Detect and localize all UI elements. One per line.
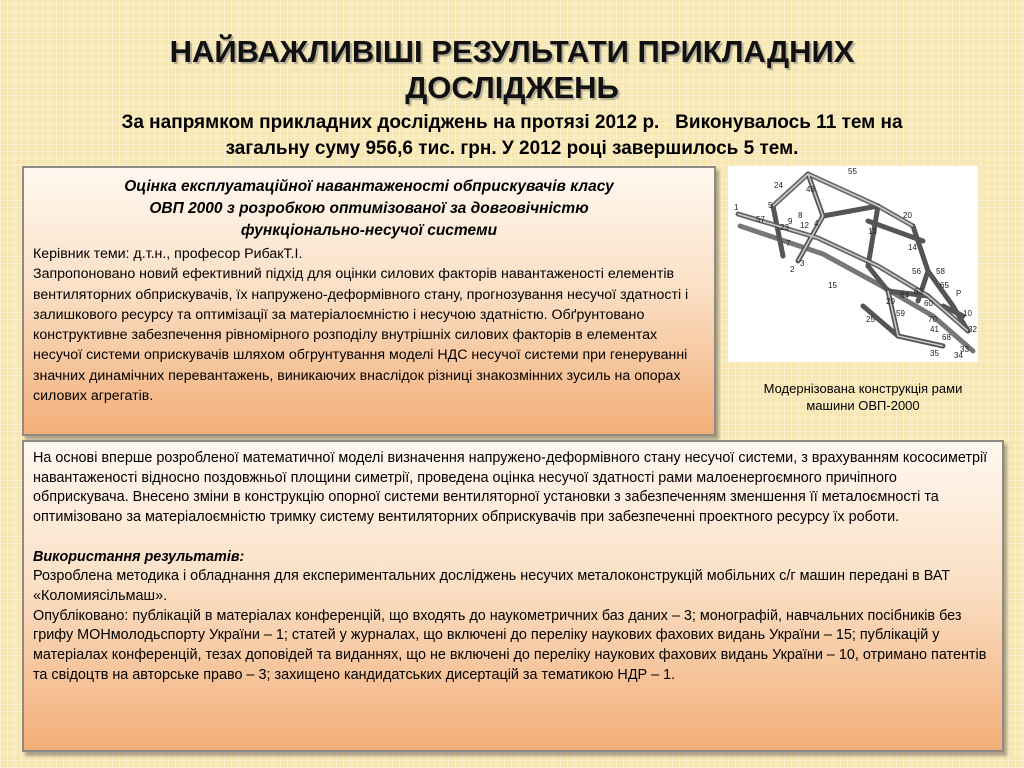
figure-caption-line-2: машини ОВП-2000 (806, 398, 920, 413)
paragraph-spacer (33, 528, 993, 548)
frame-node-label: 55 (848, 167, 857, 176)
frame-node-label: 35 (930, 349, 939, 358)
frame-node-label: 20 (903, 211, 912, 220)
subtitle-line-2: загальну суму 956,6 тис. грн. У 2012 році завершилось 5 тем. (225, 138, 799, 159)
title-line-2: ДОСЛІДЖЕНЬ (405, 70, 619, 105)
figure-caption-line-1: Модернізована конструкція рами (763, 381, 963, 396)
frame-node-label: 68 (942, 333, 951, 342)
project-heading-line-1: Оцінка експлуатаційної навантаженості обприскувачів класу (124, 178, 614, 195)
frame-node-label: 15 (828, 281, 837, 290)
frame-node-label: 14 (908, 243, 917, 252)
frame-node-label: 4 (814, 219, 819, 228)
project-heading (33, 176, 705, 242)
frame-figure (728, 166, 978, 362)
usage-heading: Використання результатів: (33, 548, 245, 565)
frame-node-label: 70 (928, 315, 937, 324)
frame-node-label: 8 (798, 211, 803, 220)
frame-node-label: 13 (868, 227, 877, 236)
frame-node-label: 5 (768, 201, 773, 210)
frame-node-label: 41 (930, 325, 939, 334)
frame-node-label: 63 (914, 287, 923, 296)
figure-caption (728, 380, 998, 414)
frame-node-label: 64 (900, 291, 909, 300)
frame-node-label: 12 (800, 221, 809, 230)
frame-node-label: 65 (940, 281, 949, 290)
frame-node-label: 1 (734, 203, 739, 212)
frame-node-label: 29 (886, 297, 895, 306)
subtitle-line-1: За напрямком прикладних досліджень на протязі 2012 р. Виконувалось 11 тем на (121, 112, 903, 133)
frame-node-label: 9 (788, 217, 793, 226)
title-line-1: НАЙВАЖЛИВІШІ РЕЗУЛЬТАТИ ПРИКЛАДНИХ (169, 34, 855, 69)
frame-drawing (728, 166, 978, 362)
page-title (40, 34, 984, 106)
results-paragraph: На основі вперше розробленої математичної моделі визначення напружено-деформівного стану несучої системи, з врахуванням кососиметрії навантаженості відносно поздовжньої площини симетрії, проведена оцінка несучої здатності рами малоенергоємного причіпного обприскувача. Внесено зміни в конструкцію опорної системи вентиляторної установки з забезпеченням зменшення її металоємності та оптимізовано за матеріалоємністю тримку систему вентиляторних обприскувачів при забезпеченні проектного ресурсу їх роботи. (33, 450, 988, 526)
project-box (22, 166, 716, 436)
frame-node-label: 58 (936, 267, 945, 276)
page-subtitle (30, 110, 994, 162)
results-box (22, 440, 1004, 752)
frame-node-label: 56 (912, 267, 921, 276)
usage-text: Розроблена методика і обладнання для експериментальних досліджень несучих металоконструкцій мобільних с/г машин передані в ВАТ «Коломиясільмаш». (33, 568, 951, 604)
project-heading-line-2: ОВП 2000 з розробкою оптимізованої за довговічністю (149, 200, 589, 217)
frame-node-label: 59 (896, 309, 905, 318)
project-description: Запропоновано новий ефективний підхід для оцінки силових факторів навантаженості елементів вентиляторних обприскувачів, їх напружено-деформівного стану, прогнозування несучої здатності і залишкового ресурсу та оптимізації за матеріалоємністю і несучою здатністю. Обґрунтовано конструктивне забезпечення рівномірного розподілу внутрішніх силових факторів в елементах несучої системи оприскувачів шляхом обгрунтування моделі НДС несучої системи при генеруванні значних динамічних перевантажень, виникаючих внаслідок різниці знакозмінних зусиль на опорах силових агрегатів. (33, 266, 689, 405)
frame-node-label: 23 (780, 223, 789, 232)
frame-node-label: 7 (786, 239, 791, 248)
frame-node-label: 48 (806, 185, 815, 194)
project-leader: Керівник теми: д.т.н., професор РибакТ.І. (33, 246, 303, 262)
publications-text: Опубліковано: публікацій в матеріалах конференцій, що входять до наукометричних баз даних – 3; монографій, навчальних посібників без грифу МОНмолодьспорту України – 1; статей у журналах, що включені до переліку наукових фахових видань України – 15; публікацій у матеріалах конференцій, тезах доповідей та виданнях, що не включені до переліку наукових фахових видань України – 10, отримано патентів та свідоцтв на авторське право – 3; захищено кандидатських дисертацій за тематикою НДР – 1. (33, 607, 987, 683)
frame-node-label: 57 (756, 215, 765, 224)
frame-node-label: 34 (954, 351, 963, 360)
frame-node-label: 3 (800, 259, 805, 268)
frame-node-label: 32 (968, 325, 977, 334)
frame-node-label: 10 (963, 309, 972, 318)
project-heading-line-3: функціонально-несучої системи (240, 222, 498, 239)
frame-node-label: P (956, 289, 962, 298)
frame-node-label: 24 (774, 181, 783, 190)
frame-node-label: 60 (924, 299, 933, 308)
frame-node-label: 2 (790, 265, 795, 274)
frame-node-label: 25 (866, 315, 875, 324)
frame-node-label: 33 (960, 345, 969, 354)
